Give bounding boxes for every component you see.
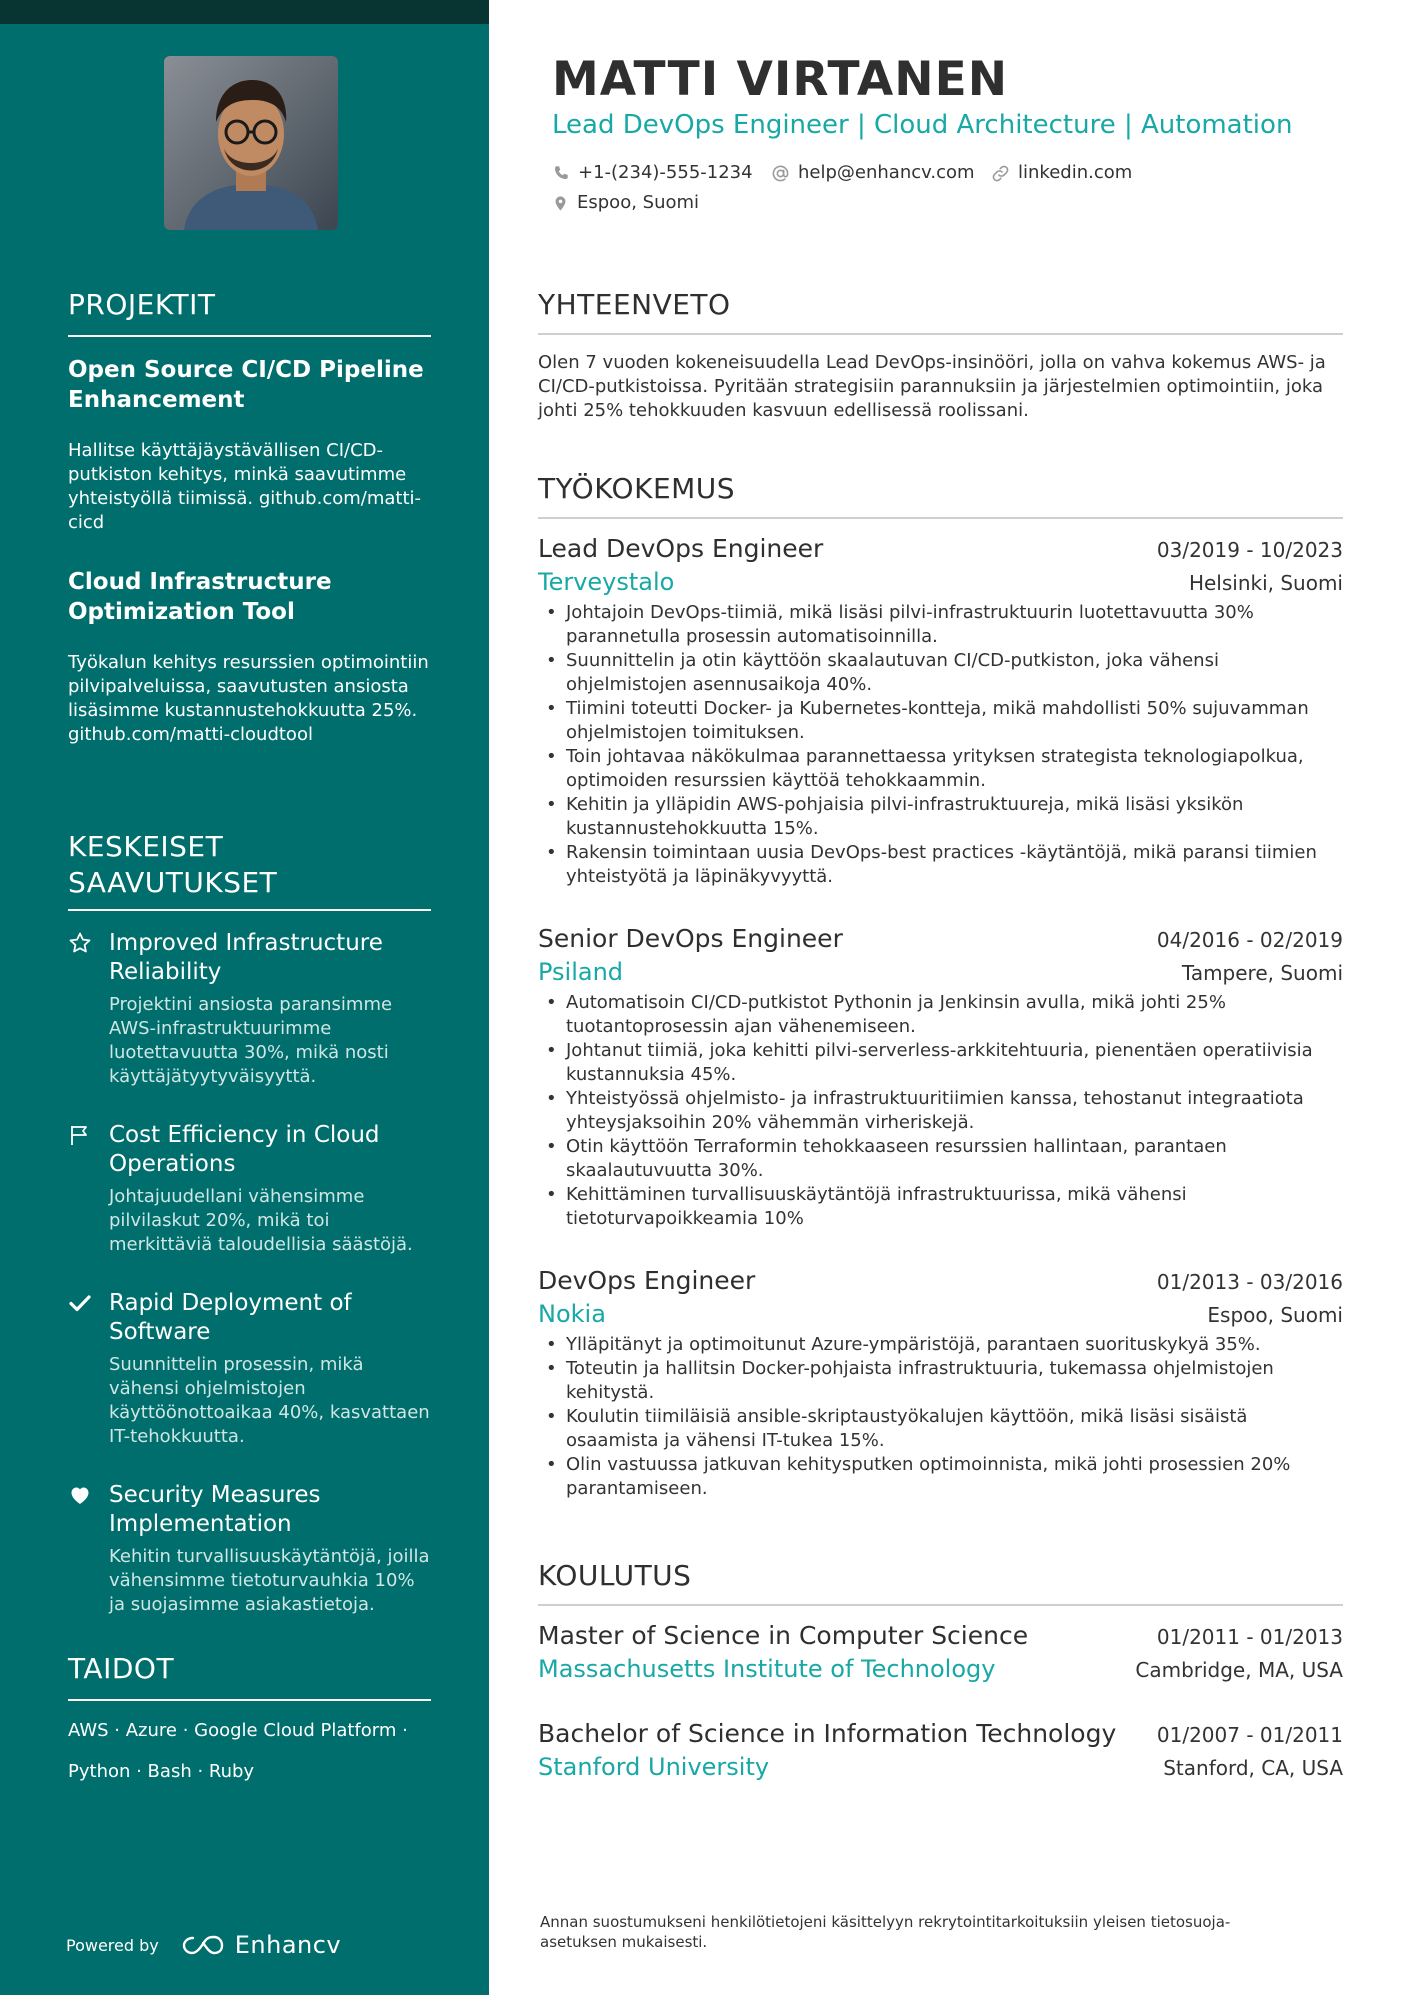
job-location: Espoo, Suomi xyxy=(1207,1303,1343,1327)
bullet-item: • Koulutin tiimiläisiä ansible-skriptaustyökalujen käyttöön, mikä lisäsi sisäistä osaamista ja vähensi IT-tukea 15%. xyxy=(538,1405,1343,1453)
job-title: Senior DevOps Engineer xyxy=(538,924,843,953)
job-dates: 01/2013 - 03/2016 xyxy=(1156,1270,1343,1294)
job-entry xyxy=(538,533,1343,889)
job-dates: 04/2016 - 02/2019 xyxy=(1156,928,1343,952)
achievement-title: Rapid Deployment of Software xyxy=(109,1290,352,1345)
project-description: Hallitse käyttäjäystävällisen CI/CD-putkiston kehitys, minkä saavutimme yhteistyöllä tiimissä. github.com/matti-cicd xyxy=(68,440,422,533)
bullet-item: • Kehittäminen turvallisuuskäytäntöjä infrastruktuurissa, mikä vähensi tietoturvapoikkeamia 10% xyxy=(538,1183,1343,1231)
project-title: Open Source CI/CD Pipeline Enhancement xyxy=(68,357,424,413)
link-icon xyxy=(991,164,1010,183)
job-title: Lead DevOps Engineer xyxy=(538,534,824,563)
education-heading: KOULUTUS xyxy=(538,1558,1343,1606)
linkedin-link[interactable]: linkedin.com xyxy=(1018,162,1133,183)
bullet-item: • Tiimini toteutti Docker- ja Kubernetes-kontteja, mikä mahdollisti 50% sujuvamman ohjelmistojen toimituksen. xyxy=(538,697,1343,745)
bullet-item: • Johtajoin DevOps-tiimiä, mikä lisäsi pilvi-infrastruktuurin luotettavuutta 30% parannetulla prosessin automatisoinnilla. xyxy=(538,601,1343,649)
job-company: Nokia xyxy=(538,1300,606,1328)
at-icon xyxy=(771,164,790,183)
bullet-item: • Rakensin toimintaan uusia DevOps-best practices -käytäntöjä, mikä paransi tiimien yhteistyötä ja läpinäkyvyyttä. xyxy=(538,841,1343,889)
job-dates: 03/2019 - 10/2023 xyxy=(1156,538,1343,562)
school: Massachusetts Institute of Technology xyxy=(538,1655,996,1683)
bullet-item: • Olin vastuussa jatkuvan kehitysputken optimoinnista, mikä johti prosessien 20% parantamiseen. xyxy=(538,1453,1343,1501)
contact-location xyxy=(552,191,699,215)
achievements-section xyxy=(68,829,431,1649)
skills-heading: TAIDOT xyxy=(68,1651,431,1701)
star-icon xyxy=(68,931,92,955)
flag-icon xyxy=(68,1123,92,1147)
job-bullets xyxy=(538,991,1343,1231)
job-company: Psiland xyxy=(538,958,624,986)
enhancv-logo-icon xyxy=(181,1933,227,1957)
projects-section xyxy=(68,287,431,779)
education-entry xyxy=(538,1620,1343,1686)
projects-heading: PROJEKTIT xyxy=(68,287,431,337)
heart-icon xyxy=(68,1483,92,1507)
powered-by-label: Powered by xyxy=(66,1935,159,1955)
job-entry xyxy=(538,923,1343,1231)
experience-heading: TYÖKOKEMUS xyxy=(538,471,1343,519)
bullet-item: • Kehitin ja ylläpidin AWS-pohjaisia pilvi-infrastruktuureja, mikä lisäsi yksikön kustannustehokkuutta 15%. xyxy=(538,793,1343,841)
achievement-description: Kehitin turvallisuuskäytäntöjä, joilla vähensimme tietoturvauhkia 10% ja suojasimme asiakastietoja. xyxy=(109,1546,430,1615)
skills-list: Python · Bash · Ruby xyxy=(68,1761,255,1782)
education-dates: 01/2011 - 01/2013 xyxy=(1156,1625,1343,1649)
job-title: DevOps Engineer xyxy=(538,1266,756,1295)
bullet-item: • Toteutin ja hallitsin Docker-pohjaista infrastruktuuria, tukemassa ohjelmistojen kehitystä. xyxy=(538,1357,1343,1405)
contact-email xyxy=(771,161,975,185)
summary-text: Olen 7 vuoden kokeneisuudella Lead DevOps-insinööri, jolla on vahva kokemus AWS- ja CI/CD-putkistoissa. Pyritään strategisiin parannuksiin ja järjestelmien optimointiin, joka johti 25% tehokkuuden kasvuun edellisessä roolissani. xyxy=(538,352,1326,421)
location-pin-icon xyxy=(552,194,569,213)
achievement-item xyxy=(68,1289,431,1449)
achievement-description: Projektini ansiosta paransimme AWS-infrastruktuurimme luotettavuutta 30%, mikä nosti käyttäjätyytyväisyyttä. xyxy=(109,994,393,1087)
achievements-heading: KESKEISET SAAVUTUKSET xyxy=(68,829,431,911)
job-location: Helsinki, Suomi xyxy=(1188,571,1343,595)
education-entry xyxy=(538,1718,1343,1784)
bullet-item: • Otin käyttöön Terraformin tehokkaaseen resurssien hallintaan, parantaen skaalautuvuutta 30%. xyxy=(538,1135,1343,1183)
powered-by xyxy=(66,1931,341,1959)
project-item xyxy=(68,355,431,535)
project-title: Cloud Infrastructure Optimization Tool xyxy=(68,569,332,625)
degree: Bachelor of Science in Information Technology xyxy=(538,1719,1117,1748)
degree: Master of Science in Computer Science xyxy=(538,1621,1029,1650)
summary-heading: YHTEENVETO xyxy=(538,287,1343,335)
achievement-item xyxy=(68,1121,431,1257)
candidate-name: MATTI VIRTANEN xyxy=(552,52,1009,107)
achievement-title: Security Measures Implementation xyxy=(109,1482,321,1537)
skills-list: AWS · Azure · Google Cloud Platform · xyxy=(68,1720,408,1741)
education-dates: 01/2007 - 01/2011 xyxy=(1156,1723,1343,1747)
gdpr-consent-note: Annan suostumukseni henkilötietojeni käsittelyyn rekrytointitarkoituksiin yleisen tietosuoja-asetuksen mukaisesti. xyxy=(540,1913,1231,1951)
achievement-description: Suunnittelin prosessin, mikä vähensi ohjelmistojen käyttöönottoaikaa 40%, kasvattaen IT-tehokkuutta. xyxy=(109,1354,430,1447)
job-entry xyxy=(538,1265,1343,1501)
skills-section xyxy=(68,1651,431,1801)
email-address[interactable]: help@enhancv.com xyxy=(798,162,975,183)
bullet-item: • Toin johtavaa näkökulmaa parannettaessa yrityksen strategista teknologiapolkua, optimoiden resurssien käyttöä tehokkaammin. xyxy=(538,745,1343,793)
job-location: Tampere, Suomi xyxy=(1181,961,1343,985)
location-text: Espoo, Suomi xyxy=(577,192,700,213)
achievement-description: Johtajuudellani vähensimme pilvilaskut 20%, mikä toi merkittäviä taloudellisia säästöjä. xyxy=(109,1186,413,1255)
candidate-tagline: Lead DevOps Engineer | Cloud Architecture | Automation xyxy=(552,110,1293,140)
achievement-item xyxy=(68,929,431,1089)
enhancv-logo[interactable] xyxy=(181,1931,341,1959)
bullet-item: • Johtanut tiimiä, joka kehitti pilvi-serverless-arkkitehtuuria, pienentäen operatiivisia kustannuksia 45%. xyxy=(538,1039,1343,1087)
education-location: Stanford, CA, USA xyxy=(1163,1756,1343,1780)
contact-linkedin xyxy=(991,161,1132,185)
bullet-item: • Yhteistyössä ohjelmisto- ja infrastruktuuritiimien kanssa, tehostanut integraatiota yhteysjaksoihin 20% vähemmän virheriskejä. xyxy=(538,1087,1343,1135)
achievement-title: Cost Efficiency in Cloud Operations xyxy=(109,1122,380,1177)
achievement-item xyxy=(68,1481,431,1617)
sidebar xyxy=(0,0,489,1995)
bullet-item: • Suunnittelin ja otin käyttöön skaalautuvan CI/CD-putkiston, joka vähensi ohjelmistojen asennusaikoja 40%. xyxy=(538,649,1343,697)
job-bullets xyxy=(538,601,1343,889)
job-bullets xyxy=(538,1333,1343,1501)
phone-icon xyxy=(552,164,570,182)
job-company: Terveystalo xyxy=(538,568,675,596)
check-icon xyxy=(68,1291,92,1315)
bullet-item: • Ylläpitänyt ja optimoitunut Azure-ympäristöjä, parantaen suorituskykyä 35%. xyxy=(538,1333,1343,1357)
profile-photo xyxy=(164,56,338,230)
brand-name: Enhancv xyxy=(234,1931,342,1959)
contact-phone xyxy=(552,161,753,185)
project-description: Työkalun kehitys resurssien optimointiin pilvipalveluissa, saavutusten ansiosta lisäsimme kustannustehokkuutta 25%. github.com/matti-cloudtool xyxy=(68,652,429,745)
phone-number[interactable]: +1-(234)-555-1234 xyxy=(578,162,753,183)
sidebar-top-bar xyxy=(0,0,489,24)
school: Stanford University xyxy=(538,1753,770,1781)
education-location: Cambridge, MA, USA xyxy=(1135,1658,1343,1682)
bullet-item: • Automatisoin CI/CD-putkistot Pythonin ja Jenkinsin avulla, mikä johti 25% tuotantoprosessin ajan vähenemiseen. xyxy=(538,991,1343,1039)
project-item xyxy=(68,567,431,747)
achievement-title: Improved Infrastructure Reliability xyxy=(109,930,383,985)
